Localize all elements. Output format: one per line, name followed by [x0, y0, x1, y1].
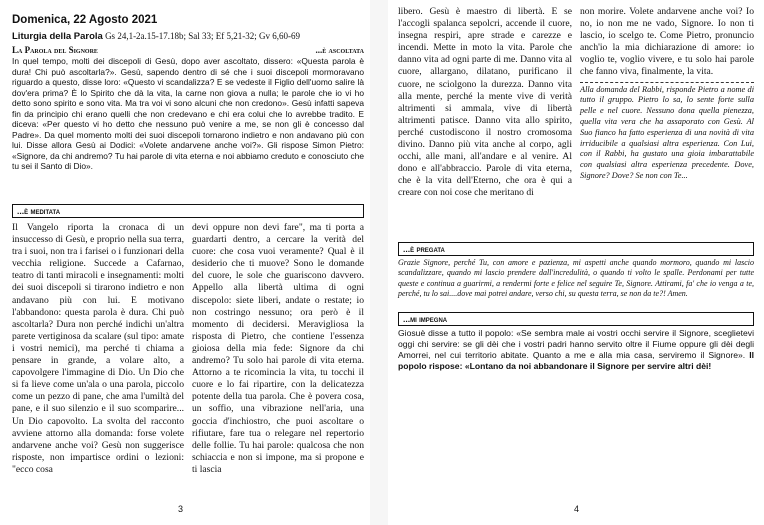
liturgy-row: [12, 31, 364, 42]
right-page: [394, 6, 758, 518]
impegna-text: Giosuè disse a tutto il popolo: «Se sembra male ai vostri occhi servire il Signore, sceglietevi oggi chi servire: se gli dèi che i vostri padri hanno servito oltre il Fiume oppure gli dèi degli Amorrei, nel cui territorio abitate. Quanto a me e alla mia casa, serviremo il Signore».: [398, 328, 754, 360]
left-page: [6, 6, 364, 518]
continued-column-2: [580, 6, 754, 246]
gospel-text: In quel tempo, molti dei discepoli di Gesù, dopo aver ascoltato, dissero: «Questa parola è dura! Chi può ascoltarla?». Gesù, sapendo dentro di sé che i suoi discepoli mormoravano riguardo a questo, disse loro: «Questo vi scandalizza? E se vedeste il Figlio dell'uomo salire là dov'era prima? È lo Spirito che dà la vita, la carne non giova a nulla; le parole che io vi ho detto sono spirito e sono vita. Ma tra voi vi sono alcuni che non credono». Gesù infatti sapeva fin da principio chi erano quelli che non credevano e chi era colui che lo avrebbe tradito. E diceva: «Per questo vi ho detto che nessuno può venire a me, se non gli è concesso dal Padre». Da quel momento molti dei suoi discepoli tornarono indietro e non andavano più con lui. Disse allora Gesù ai Dodici: «Volete andarvene anche voi?». Gli rispose Simon Pietro: «Signore, da chi andremo? Tu hai parole di vita eterna e noi abbiamo creduto e conosciuto che tu sei il Santo di Dio».: [12, 56, 364, 171]
continued-column-2-text: non morire. Volete andarvene anche voi? Io no, io non me ne vado, Signore. Io non ti lascio, io scelgo te. Come Pietro, pronuncio anch'io la mia dichiarazione di amore: io voglio te, voglio vivere, e tu solo hai parole che fanno viva, finalmente, la vita.: [580, 6, 754, 78]
meditata-title-text: ...è meditata: [17, 206, 61, 216]
page-number-right: 4: [574, 504, 580, 514]
continued-column-1: libero. Gesù è maestro di libertà. E se l'accogli spalanca sepolcri, accende il cuore, insegna respiri, apre strade e carezze e incendi. Mette in moto la vita. Parole che danno vita ad ogni parte di me. Danno vita al cuore, allargano, dilatano, purificano il cuore, ne sciolgono la durezza. Danno vita alla mente, perché la mente vive di verità altrimenti si ammala, vive di libertà altrimenti patisce. Danno vita allo spirito, perché custodiscono il nostro cromosoma divino. Danno più vita anche al corpo, agli occhi, alle mani, all'andare e al venire. Al dono e all'abbraccio. Parole di vita eterna, che è la vita dell'Eterno, che ora è qui a creare con noi cose che meritano di: [398, 6, 572, 199]
impegna-bold-text: Il popolo rispose: «Lontano da noi abbandonare il Signore per servire altri dèi!: [398, 350, 755, 371]
page-gutter: [370, 0, 388, 525]
meditata-columns: [12, 222, 364, 512]
liturgy-refs: Gs 24,1-2a.15-17.18b; Sal 33; Ef 5,21-32; Gv 6,60-69: [105, 31, 301, 41]
impegna-section-title: [398, 312, 754, 326]
word-heading: La Parola del Signore: [12, 45, 98, 55]
pregata-title-text: ...è pregata: [403, 244, 445, 254]
prayer-text: Grazie Signore, perché Tu, con amore e pazienza, mi aspetti anche quando mormoro, quando mi lascio scandalizzare, quando mi lascio prendere dall'incredulità, o quando ti volto le spalle. Perdonami per tutte queste e continua a guarirmi, a rendermi forte e felice nel seguire Te, Signore. Attirami, fa' che io venga a te, perché, tu lo sai....dove mai potrei andare, verso chi, su questa terra, se non da te?! Amen.: [398, 258, 754, 299]
impegna-block: [398, 328, 754, 372]
italic-quote: Alla domanda del Rabbi, risponde Pietro a nome di tutto il gruppo. Pietro lo sa, lo sente forte sulla pelle e nel cuore. Nessuno dona quella pienezza, quella vita vera che ha assaporato con Gesù. Al Suo fianco ha fatto esperienza di una novità di vita irriducibile a qualsiasi altra esperienza. Con Lui, con il Rabbi, ha gustato una gioia imbarattabile con qualsiasi altra esperienza precedente. Dove, Signore? Dove? Se non con Te...: [580, 84, 754, 180]
liturgy-label: Liturgia della Parola: [12, 31, 103, 42]
pregata-section-title: [398, 242, 754, 256]
page-number-left: 3: [178, 504, 184, 514]
listen-heading: ...è ascoltata: [315, 45, 364, 55]
gospel-heading-row: [12, 45, 364, 55]
meditata-column-1: Il Vangelo riporta la cronaca di un insuccesso di Gesù, e proprio nella sua terra, tra i suoi, non tra i farisei o i funzionari della vecchia religione. Succede a Cafarnao, teatro di tanti miracoli e insegnamenti: molti dei suoi discepoli si tirarono indietro e non andavano più con lui. E motivano l'abbandono: questa parola è dura. Chi può ascoltarla? Dura non perché indichi un'altra parete vertiginosa da scalare (sul tipo: amate i vostri nemici), ma perché ti chiama a pensare in grande, a volare alto, a capovolgere l'immagine di Dio. Un Dio che si fa lieve come un'ala o una parola, piccolo come un pezzo di pane, che ama l'umiltà del pane, e il suo silenzio e il suo scomparire... Un Dio capovolto. La svolta del racconto avviene attorno alla domanda: forse volete andarvene anche voi? Gesù non suggerisce risposte, non impartisce ordini o lezioni: "ecco cosa: [12, 222, 184, 475]
impegna-title-text: ...mi impegna: [403, 314, 448, 324]
meditata-column-2: devi oppure non devi fare", ma ti porta a guardarti dentro, a cercare la verità del cuore: che cosa vuoi veramente? Qual è il desiderio che ti muove? Sono le domande del cuore, le sole che guariscono davvero. Appello alla libertà ultima di ogni discepolo: siete liberi, andate o restate; io non costringo nessuno; ora però è il momento di decidersi. Meravigliosa la risposta di Pietro, che contiene l'essenza gioiosa della mia fede: Signore da chi andremo? Tu solo hai parole di vita eterna. Attorno a te ricomincia la vita, tu tocchi il cuore e lo fai ripartire, con la delicatezza potente della tua parola. Che è povera cosa, un soffio, una vibrazione nell'aria, una goccia d'inchiostro, che puoi ascoltare o rifiutare, fare tua o relegare nel repertorio delle follie. Tu hai parole: qualcosa che non schiaccia e non si impone, ma si propone e ti lascia: [192, 222, 364, 475]
quote-divider: [580, 82, 754, 83]
meditata-continued-columns: [398, 6, 754, 246]
date-line: Domenica, 22 Agosto 2021: [12, 14, 158, 26]
meditata-section-title: [12, 204, 364, 218]
